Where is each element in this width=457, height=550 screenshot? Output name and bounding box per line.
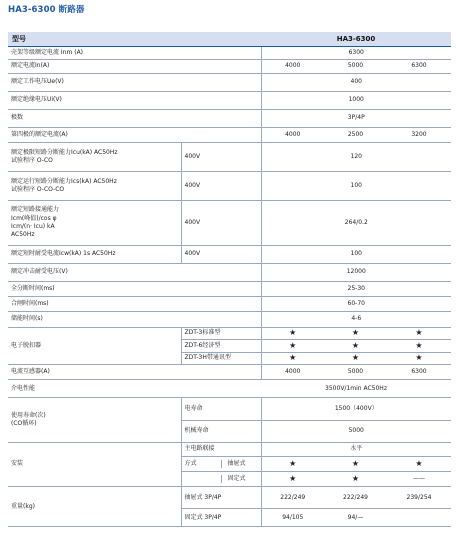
table-row xyxy=(8,127,451,142)
install-type: 主电路联接 xyxy=(181,443,261,456)
row-voltage: 400V xyxy=(181,245,261,263)
row-value: 3P/4P xyxy=(261,109,451,127)
table-row xyxy=(8,327,451,340)
row-value: 12000 xyxy=(261,263,451,281)
row-value: 25-30 xyxy=(261,281,451,296)
row-label: 额定冲击耐受电压(V) xyxy=(8,263,261,281)
table-row xyxy=(8,486,451,509)
row-label: 安装 xyxy=(8,443,181,487)
row-value: 2500 xyxy=(324,127,387,142)
row-value: 水平 xyxy=(261,443,451,456)
row-label: 额定电流In(A) xyxy=(8,60,261,73)
table-row xyxy=(8,263,451,281)
header-row xyxy=(8,32,451,47)
row-value: 5000 xyxy=(261,420,451,443)
table-row xyxy=(8,142,451,171)
table-row xyxy=(8,312,451,327)
row-label-line: 试验程序 O-CO-CO xyxy=(11,185,65,193)
star-icon: ★ xyxy=(324,456,387,471)
row-label: 额定绝缘电压Ui(V) xyxy=(8,91,261,109)
row-value: 4-6 xyxy=(261,312,451,327)
trip-unit-name: ZDT-3标准型 xyxy=(181,327,261,340)
row-label: 全分断时间(ms) xyxy=(8,281,261,296)
row-value: 6300 xyxy=(261,47,451,60)
star-icon: ★ xyxy=(261,352,324,365)
row-label-line: 额定运行短路分断能力Ics(kA) AC50Hz xyxy=(11,177,117,185)
row-value: 60-70 xyxy=(261,297,451,312)
row-value: 222/249 xyxy=(324,486,387,509)
row-voltage: 400V xyxy=(181,200,261,245)
table-row xyxy=(8,60,451,73)
install-method xyxy=(181,456,261,471)
table-row xyxy=(8,73,451,91)
row-voltage: 400V xyxy=(181,142,261,171)
table-row xyxy=(8,297,451,312)
row-value: 100 xyxy=(261,171,451,200)
row-label: 介电性能 xyxy=(8,380,261,398)
row-value: 5000 xyxy=(324,365,387,380)
row-label: 壳架等级额定电流 Inm (A) xyxy=(8,47,261,60)
row-label xyxy=(8,142,181,171)
row-value: 4000 xyxy=(261,127,324,142)
row-value: 400 xyxy=(261,73,451,91)
star-icon: ★ xyxy=(324,352,387,365)
table-row xyxy=(8,380,451,398)
row-value: 6300 xyxy=(387,365,451,380)
row-value: 1500（400V） xyxy=(261,398,451,421)
row-label: 极数 xyxy=(8,109,261,127)
row-value: 100 xyxy=(261,245,451,263)
star-icon: ★ xyxy=(387,340,451,353)
row-label: 额定短时耐受电流Icw(kA) 1s AC50Hz xyxy=(8,245,181,263)
table-row xyxy=(8,443,451,456)
row-value: 94/105 xyxy=(261,509,324,527)
row-label: 第四极的额定电流(A) xyxy=(8,127,261,142)
row-value: 94/— xyxy=(324,509,387,527)
row-label xyxy=(8,171,181,200)
table-row xyxy=(8,245,451,263)
row-value: 4000 xyxy=(261,60,324,73)
weight-type: 固定式 3P/4P xyxy=(181,509,261,527)
star-icon: ★ xyxy=(324,340,387,353)
row-label-line: 试验程序 O-CO xyxy=(11,156,53,164)
star-icon: ★ xyxy=(387,327,451,340)
table-row xyxy=(8,200,451,245)
star-icon: ★ xyxy=(324,327,387,340)
star-icon: ★ xyxy=(261,456,324,471)
dash-value: —— xyxy=(387,471,451,486)
row-label-line: 额定极限短路分断能力Icu(kA) AC50Hz xyxy=(11,148,118,156)
row-value: 4000 xyxy=(261,365,324,380)
trip-unit-name: ZDT-3H带通讯型 xyxy=(181,352,261,365)
star-icon: ★ xyxy=(261,340,324,353)
life-type: 电寿命 xyxy=(181,398,261,421)
row-value: 239/254 xyxy=(387,486,451,509)
model-value: HA3-6300 xyxy=(261,32,451,47)
install-method-label: 方式 xyxy=(184,459,197,467)
row-label-line: AC50Hz xyxy=(11,231,35,239)
install-sub-label: 固定式 xyxy=(221,475,246,483)
page-title: HA3-6300 断路器 xyxy=(8,5,85,15)
row-value: 120 xyxy=(261,142,451,171)
star-icon: ★ xyxy=(261,327,324,340)
spec-table xyxy=(8,32,451,527)
table-row xyxy=(8,91,451,109)
row-label: 合闸时间(ms) xyxy=(8,297,261,312)
row-voltage: 400V xyxy=(181,171,261,200)
row-label-line: Icm/(n· Icu) kA xyxy=(11,222,55,230)
row-value: 264/0.2 xyxy=(261,200,451,245)
row-label: 电子脱扣器 xyxy=(8,327,181,365)
table-row xyxy=(8,398,451,421)
trip-unit-name: ZDT-6经济型 xyxy=(181,340,261,353)
table-row xyxy=(8,171,451,200)
weight-type: 抽屉式 3P/4P xyxy=(181,486,261,509)
star-icon: ★ xyxy=(261,471,324,486)
row-label xyxy=(8,200,181,245)
life-type: 机械寿命 xyxy=(181,420,261,443)
row-label: 额定工作电压Ue(V) xyxy=(8,73,261,91)
row-label: 重量(kg) xyxy=(8,486,181,527)
row-label: 电流互感器(A) xyxy=(8,365,261,380)
row-value: 3500V/1min AC50Hz xyxy=(261,380,451,398)
install-method xyxy=(181,471,261,486)
row-value xyxy=(387,509,451,527)
install-sub-label: 抽屉式 xyxy=(221,460,246,468)
star-icon: ★ xyxy=(387,352,451,365)
star-icon: ★ xyxy=(324,471,387,486)
star-icon: ★ xyxy=(387,456,451,471)
row-value: 5000 xyxy=(324,60,387,73)
row-label-line: 使用寿命(次) xyxy=(11,411,46,419)
row-label xyxy=(8,398,181,443)
row-label-line: (CO循环) xyxy=(11,420,37,428)
row-label-line: 额定短路接通能力 xyxy=(11,206,60,214)
table-row xyxy=(8,365,451,380)
row-value: 6300 xyxy=(387,60,451,73)
model-label: 型号 xyxy=(8,32,261,47)
table-row xyxy=(8,109,451,127)
row-value: 1000 xyxy=(261,91,451,109)
row-label-line: Icm(峰值)/cos φ xyxy=(11,214,57,222)
row-value: 222/249 xyxy=(261,486,324,509)
row-value: 3200 xyxy=(387,127,451,142)
row-label: 储能时间(s) xyxy=(8,312,261,327)
table-row xyxy=(8,47,451,60)
table-row xyxy=(8,281,451,296)
